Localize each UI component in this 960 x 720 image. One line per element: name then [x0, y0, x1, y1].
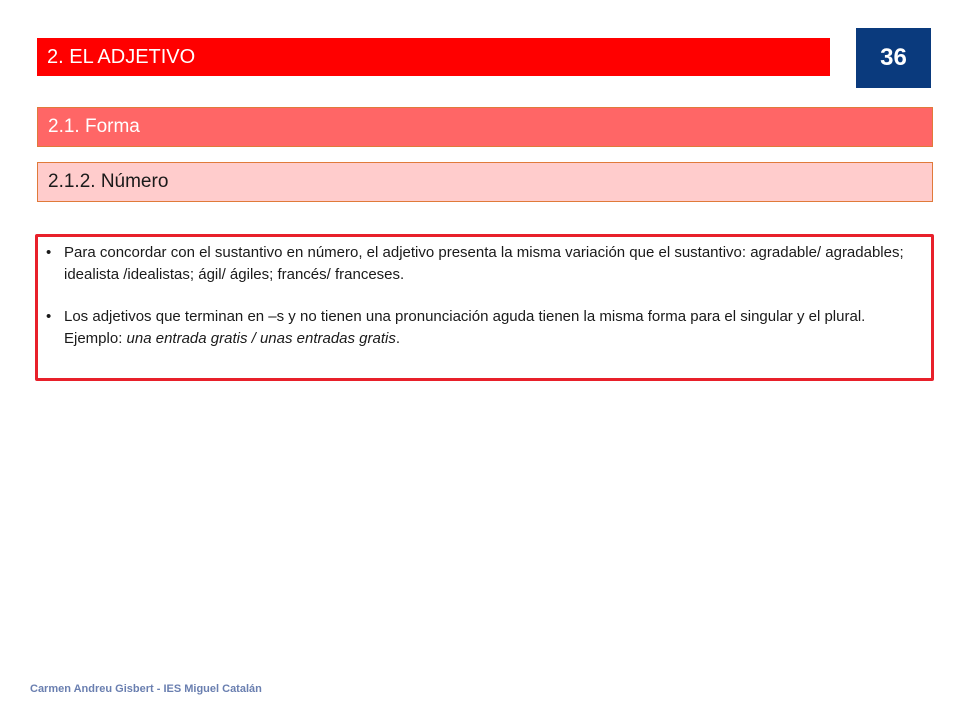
- bullet-example: una entrada gratis / unas entradas gratis: [126, 330, 396, 347]
- subtitle-bar-forma: [37, 107, 933, 147]
- subtitle-bar-numero: [37, 162, 933, 202]
- footer-author: Carmen Andreu Gisbert - IES Miguel Catalán: [30, 683, 262, 695]
- subtitle-numero: 2.1.2. Número: [48, 171, 169, 192]
- bullet-item-1: [64, 242, 909, 286]
- bullet-end: .: [395, 330, 401, 347]
- page-number: 36: [880, 44, 907, 71]
- bullet-text-1: Para concordar con el sustantivo en número, el adjetivo presenta la misma variación que el sustantivo: agradable/ agradables; idealista /idealistas; ágil/ ágiles; francés/ franceses.: [64, 244, 904, 283]
- content-box: [35, 234, 934, 381]
- section-title: 2. EL ADJETIVO: [47, 45, 196, 68]
- subtitle-forma: 2.1. Forma: [48, 116, 140, 137]
- page-number-badge: [856, 28, 931, 88]
- bullet-text-2: Los adjetivos que terminan en –s y no tienen una pronunciación aguda tienen la misma forma para el singular y el plural. Ejemplo:: [64, 308, 866, 347]
- section-title-bar: [37, 38, 830, 76]
- bullet-item-2: [64, 306, 909, 350]
